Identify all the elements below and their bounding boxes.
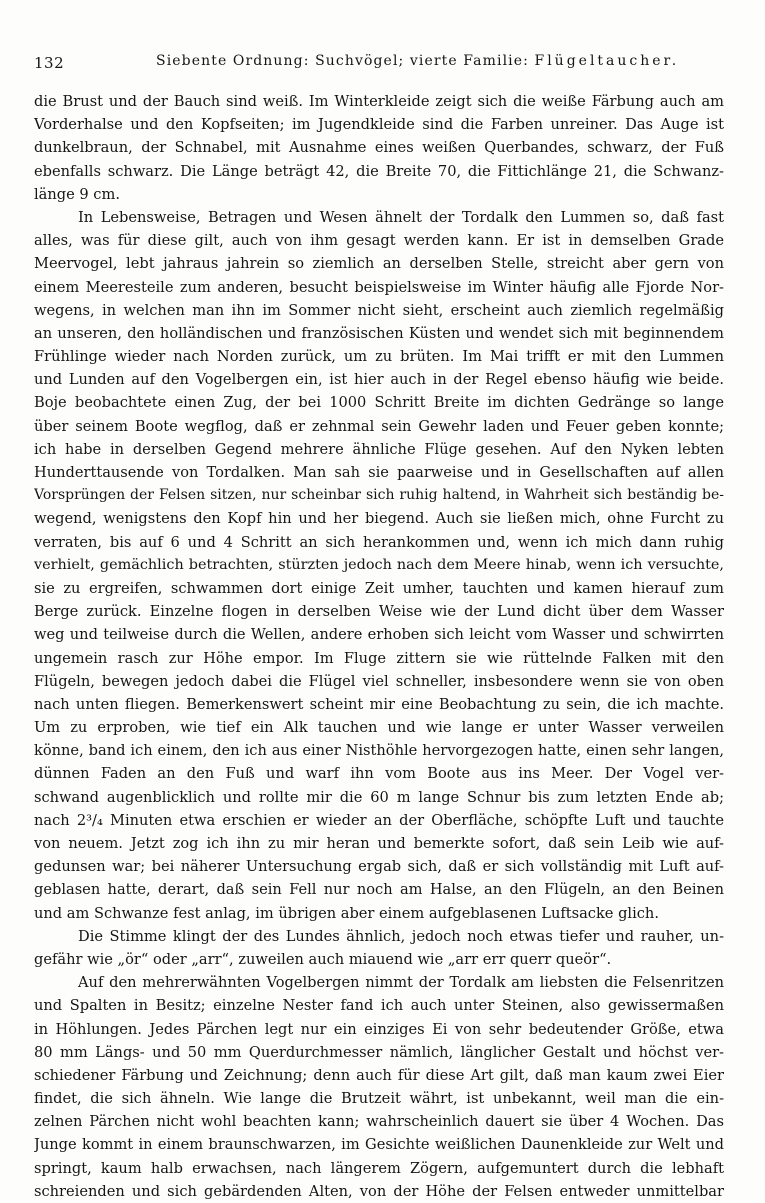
text-line: dunkelbraun, der Schnabel, mit Ausnahme eines weißen Querbandes, schwarz, der Fuß [34,139,724,157]
text-line: und am Schwanze fest anlag, im übrigen aber einem aufgeblasenen Luftsacke glich. [34,904,659,922]
text-line: ich habe in derselben Gegend mehrere ähnliche Flüge gesehen. Auf den Nyken lebten [34,440,724,458]
text-line: schreienden und sich gebärdenden Alten, von der Höhe der Felsen entweder unmittelbar [34,1182,724,1200]
text-line: gefähr wie „ör“ oder „arr“, zuweilen auch miauend wie „arr err querr queör“. [34,950,612,968]
text-line: und Spalten in Besitz; einzelne Nester fand ich auch unter Steinen, also gewissermaßen [34,997,724,1015]
text-line: über seinem Boote wegflog, daß er zehnmal sein Gewehr laden und Feuer geben konnte; [34,417,724,435]
text-line: Flügeln, bewegen jedoch dabei die Flügel viel schneller, insbesondere wenn sie von oben [34,672,724,690]
text-line: schiedener Färbung und Zeichnung; denn auch für diese Art gilt, daß man kaum zwei Eier [34,1066,724,1084]
text-line: könne, band ich einem, den ich aus einer Nisthöhle hervorgezogen hatte, einen sehr langen, [34,742,724,760]
text-line: ebenfalls schwarz. Die Länge beträgt 42, die Breite 70, die Fittichlänge 21, die Schwanz- [34,162,724,180]
running-head [156,53,679,69]
text-line: ungemein rasch zur Höhe empor. Im Fluge zittern sie wie rüttelnde Falken mit den [34,649,724,667]
running-head-text: Siebente Ordnung: Suchvögel; vierte Familie: [156,53,535,69]
text-line: in Höhlungen. Jedes Pärchen legt nur ein einziges Ei von sehr bedeutender Größe, etwa [34,1020,724,1038]
text-line: 80 mm Längs- und 50 mm Querdurchmesser nämlich, länglicher Gestalt und höchst ver- [34,1043,724,1061]
text-line: gedunsen war; bei näherer Untersuchung ergab sich, daß er sich vollständig mit Luft auf- [34,858,724,876]
text-line: Junge kommt in einem braunschwarzen, im Gesichte weißlichen Daunenkleide zur Welt und [34,1136,724,1154]
text-line: von neuem. Jetzt zog ich ihn zu mir heran und bemerkte sofort, daß sein Leib wie auf- [34,835,724,852]
text-line: wegens, in welchen man ihn im Sommer nicht sieht, erscheint auch ziemlich regelmäßig [34,301,724,319]
text-line: an unseren, den holländischen und französischen Küsten und wendet sich mit beginnendem [34,324,724,342]
text-line: Boje beobachtete einen Zug, der bei 1000 Schritt Breite im dichten Gedränge so lange [34,394,724,412]
text-line: dünnen Faden an den Fuß und warf ihn vom Boote aus ins Meer. Der Vogel ver- [34,765,724,783]
text-line: Berge zurück. Einzelne flogen in derselben Weise wie der Lund dicht über dem Wasser [34,603,724,621]
text-line: verraten, bis auf 6 und 4 Schritt an sich herankommen und, wenn ich mich dann ruhig [34,533,724,551]
text-line: einem Meeresteile zum anderen, besucht beispielsweise im Winter häufig alle Fjorde Nor- [34,278,724,296]
text-line: nach 2³/₄ Minuten etwa erschien er wieder an der Oberfläche, schöpfte Luft und tauchte [34,811,724,829]
text-line: alles, was für diese gilt, auch von ihm gesagt werden kann. Er ist in demselben Grade [34,232,724,250]
text-line: Frühlinge wieder nach Norden zurück, um zu brüten. Im Mai trifft er mit den Lummen [34,348,724,366]
text-line: Vorderhalse und den Kopfseiten; im Jugendkleide sind die Farben unreiner. Das Auge ist [34,116,724,134]
body-text [34,90,724,1203]
text-line: Auf den mehrerwähnten Vogelbergen nimmt der Tordalk am liebsten die Felsenritzen [78,974,724,992]
text-line: Um zu erproben, wie tief ein Alk tauchen und wie lange er unter Wasser verweilen [34,719,724,737]
text-line: springt, kaum halb erwachsen, nach längerem Zögern, aufgemuntert durch die lebhaft [34,1159,724,1177]
text-line: sie zu ergreifen, schwammen dort einige Zeit umher, tauchten und kamen hierauf zum [34,579,724,597]
text-line: und Lunden auf den Vogelbergen ein, ist hier auch in der Regel ebenso häufig wie beide. [34,371,724,389]
page-number: 132 [34,54,65,72]
text-line: In Lebensweise, Betragen und Wesen ähnelt der Tordalk den Lummen so, daß fast [78,208,724,226]
text-line: länge 9 cm. [34,185,120,203]
text-line: verhielt, gemächlich betrachten, stürzten jedoch nach dem Meere hinab, wenn ich versuchte, [34,556,724,573]
text-line: Meervogel, lebt jahraus jahrein so ziemlich an derselben Stelle, streicht aber gern von [34,255,724,273]
text-line: geblasen hatte, derart, daß sein Fell nur noch am Halse, an den Flügeln, an den Beinen [34,881,724,899]
text-line: nach unten fliegen. Bemerkenswert scheint mir eine Beobachtung zu sein, die ich machte. [34,695,724,713]
text-line: schwand augenblicklich und rollte mir die 60 m lange Schnur bis zum letzten Ende ab; [34,788,724,806]
text-line: die Brust und der Bauch sind weiß. Im Winterkleide zeigt sich die weiße Färbung auch am [34,93,724,110]
text-line: weg und teilweise durch die Wellen, andere erhoben sich leicht vom Wasser und schwirrten [34,626,724,644]
page-header [34,50,727,76]
text-line: Die Stimme klingt der des Lundes ähnlich, jedoch noch etwas tiefer und rauher, un- [78,927,724,945]
running-head-family: Flügeltaucher. [534,53,680,69]
text-line: wegend, wenigstens den Kopf hin und her biegend. Auch sie ließen mich, ohne Furcht zu [34,510,724,528]
text-line: zelnen Pärchen nicht wohl beachten kann; wahrscheinlich dauert sie über 4 Wochen. Das [34,1113,724,1131]
text-line: Vorsprüngen der Felsen sitzen, nur scheinbar sich ruhig haltend, in Wahrheit sich beständig be- [34,487,724,504]
text-line: Hunderttausende von Tordalken. Man sah sie paarweise und in Gesellschaften auf allen [34,464,724,481]
text-line: findet, die sich ähneln. Wie lange die Brutzeit währt, ist unbekannt, weil man die ein- [34,1090,724,1108]
